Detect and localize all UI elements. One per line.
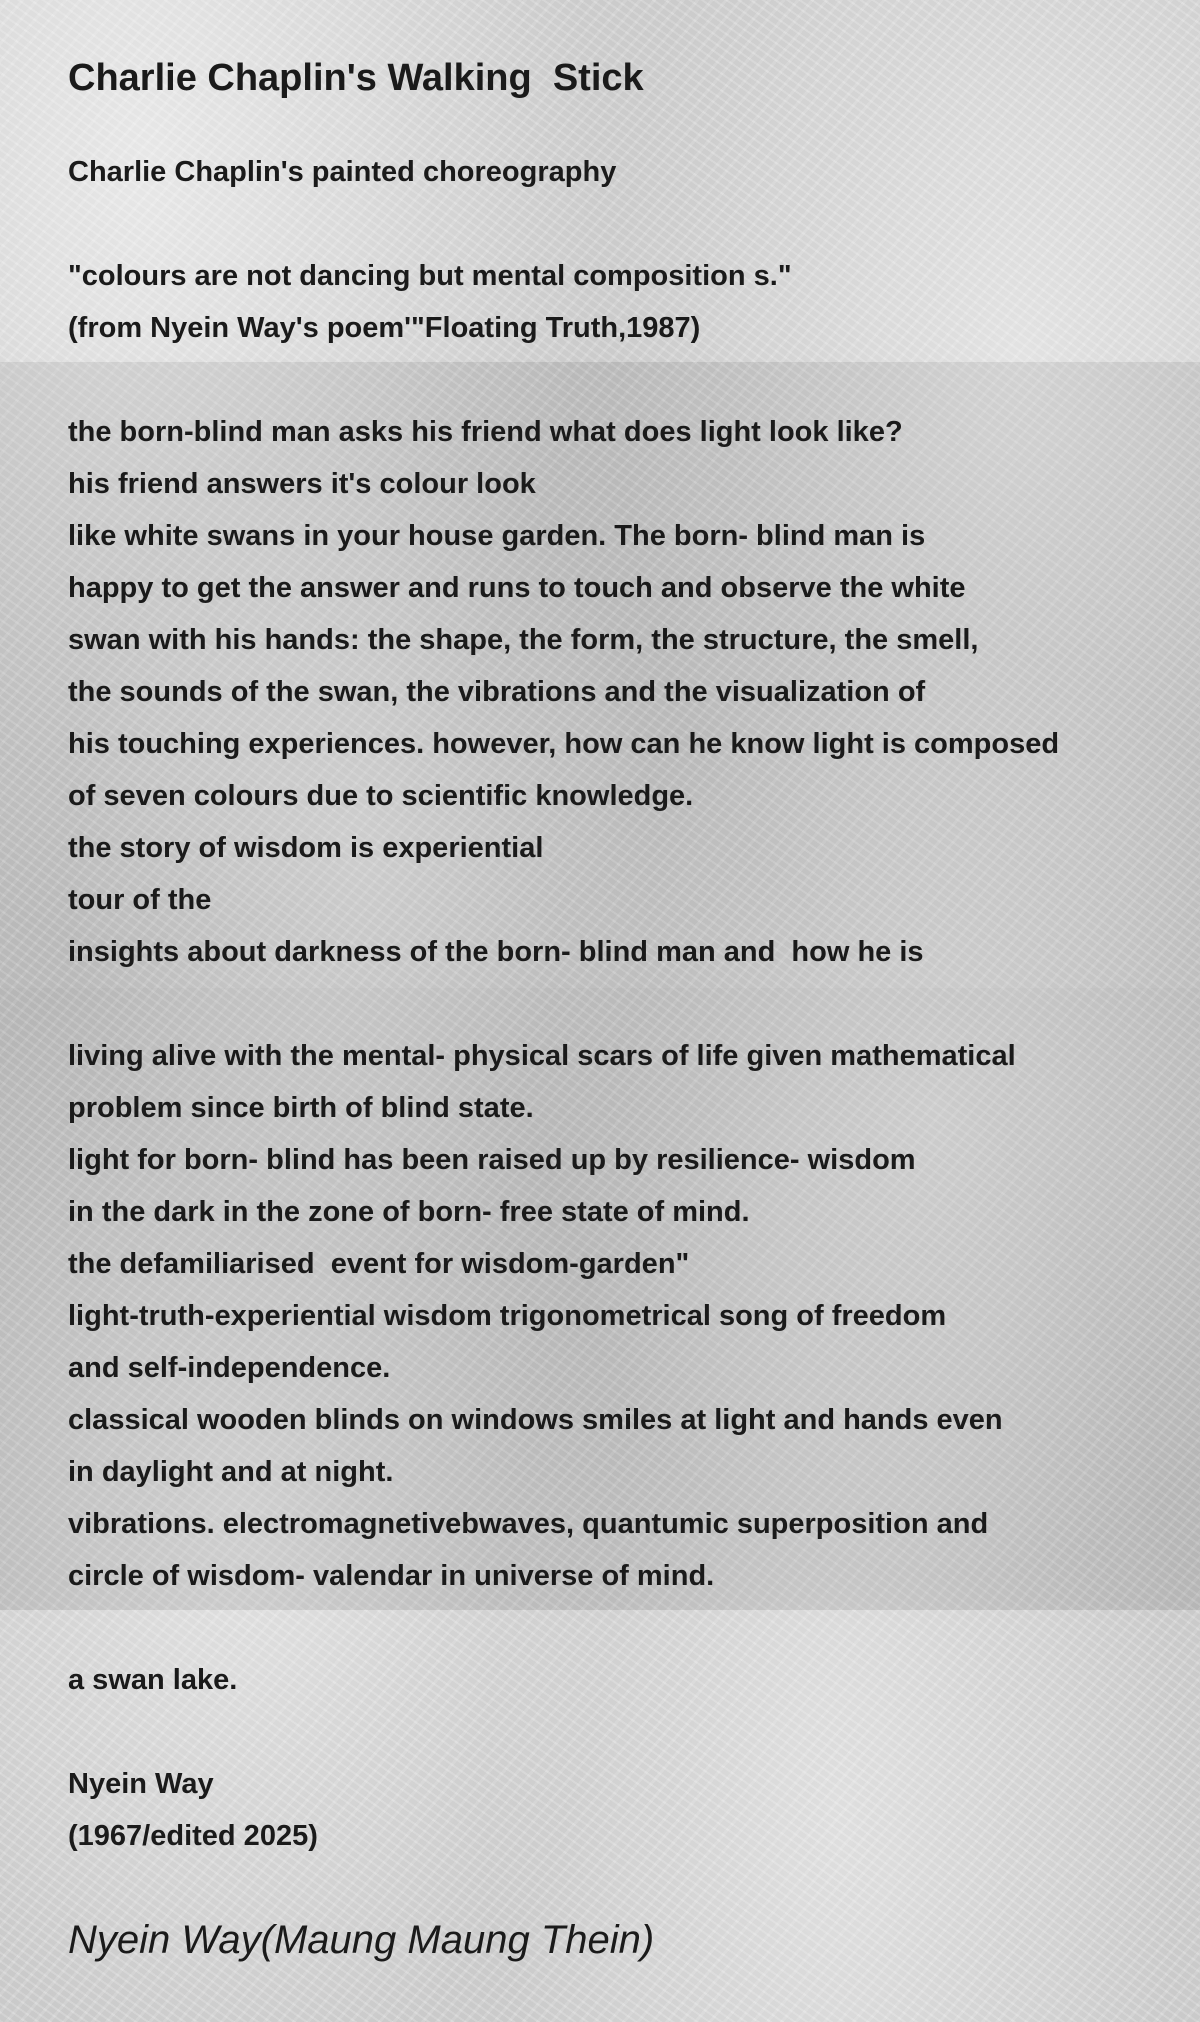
stanza-break [68, 1602, 1188, 1654]
poem-line: and self-independence. [68, 1352, 391, 1384]
poem-line: happy to get the answer and runs to touch and observe the white [68, 572, 966, 604]
poem-line: light for born- blind has been raised up by resilience- wisdom [68, 1144, 916, 1176]
poem-line: swan with his hands: the shape, the form, the structure, the smell, [68, 624, 979, 656]
poem-body [68, 146, 1188, 1862]
stanza-break [68, 354, 1188, 406]
poem-line: "colours are not dancing but mental composition s." [68, 260, 792, 292]
poem-line: vibrations. electromagnetivebwaves, quantumic superposition and [68, 1508, 989, 1540]
poem-line: his friend answers it's colour look [68, 468, 536, 500]
poem-line: light-truth-experiential wisdom trigonometrical song of freedom [68, 1300, 947, 1332]
poem-line: insights about darkness of the born- blind man and how he is [68, 936, 924, 968]
poem-line: (from Nyein Way's poem'"Floating Truth,1987) [68, 312, 701, 344]
poem-line: the born-blind man asks his friend what does light look like? [68, 416, 903, 448]
poem-title: Charlie Chaplin's Walking Stick [68, 57, 644, 99]
poem-line: in daylight and at night. [68, 1456, 394, 1488]
poem-line: like white swans in your house garden. The born- blind man is [68, 520, 926, 552]
stanza-break [68, 1706, 1188, 1758]
poem-line: tour of the [68, 884, 212, 916]
poem-line: classical wooden blinds on windows smiles at light and hands even [68, 1404, 1003, 1436]
poem-card [68, 48, 1188, 1862]
stanza-break [68, 978, 1188, 1030]
poem-line: Charlie Chaplin's painted choreography [68, 156, 617, 188]
poem-line: living alive with the mental- physical scars of life given mathematical [68, 1040, 1016, 1072]
poem-line: (1967/edited 2025) [68, 1820, 318, 1852]
author-signature: Nyein Way(Maung Maung Thein) [68, 1918, 655, 1962]
poem-line: Nyein Way [68, 1768, 214, 1800]
poem-line: his touching experiences. however, how can he know light is composed [68, 728, 1060, 760]
poem-line: circle of wisdom- valendar in universe of mind. [68, 1560, 715, 1592]
stanza-break [68, 198, 1188, 250]
poem-line: the story of wisdom is experiential [68, 832, 544, 864]
poem-line: a swan lake. [68, 1664, 238, 1696]
poem-line: the defamiliarised event for wisdom-garden" [68, 1248, 690, 1280]
poem-line: the sounds of the swan, the vibrations and the visualization of [68, 676, 926, 708]
poem-line: problem since birth of blind state. [68, 1092, 534, 1124]
poem-line: of seven colours due to scientific knowledge. [68, 780, 694, 812]
poem-line: in the dark in the zone of born- free state of mind. [68, 1196, 750, 1228]
